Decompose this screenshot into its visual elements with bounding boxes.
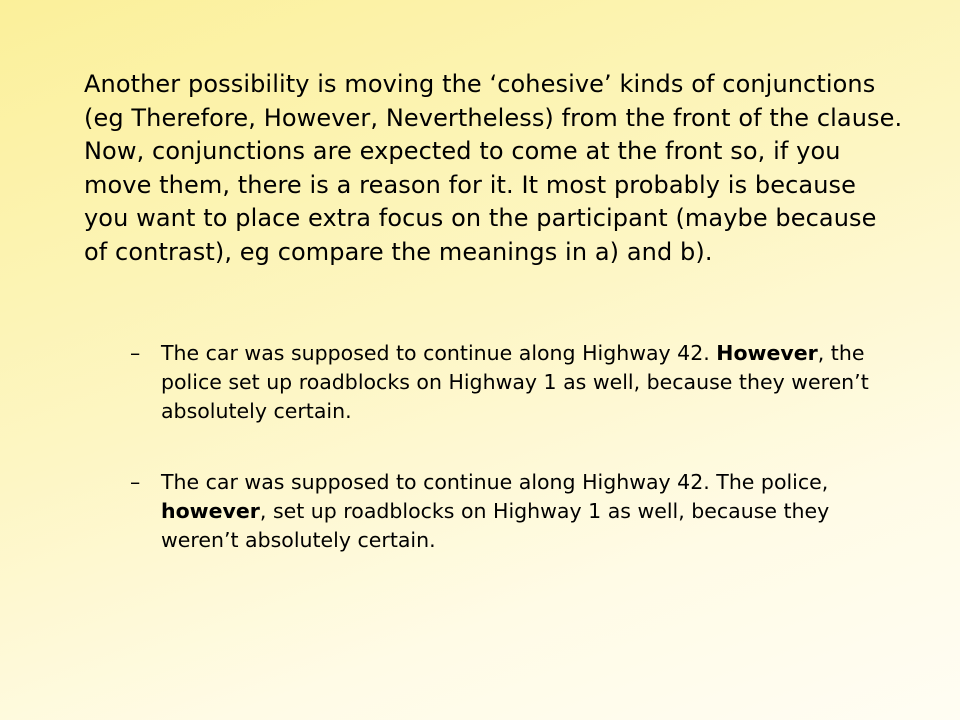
example-b — [130, 468, 890, 554]
example-b-after: , set up roadblocks on Highway 1 as well, because they weren’t absolutely certain. — [161, 498, 830, 552]
bullet-dash: – — [130, 341, 141, 365]
example-a-after: , the police set up roadblocks on Highway 1 as well, because they weren’t absolutely certain. — [161, 341, 869, 423]
example-b-before: The car was supposed to continue along Highway 42. The police, — [161, 470, 829, 494]
example-b-text — [161, 468, 890, 554]
main-paragraph: Another possibility is moving the ‘cohesive’ kinds of conjunctions (eg Therefore, However, Nevertheless) from the front of the clause. Now, conjunctions are expected to come at the front so, if you move them, there is a reason for it. It most probably is because you want to place extra focus on the participant (maybe because of contrast), eg compare the meanings in a) and b). — [84, 70, 903, 266]
example-a-text — [161, 339, 890, 425]
bullet-dash: – — [130, 470, 141, 494]
example-b-emphasis: however — [161, 498, 260, 523]
example-a — [130, 339, 890, 425]
example-a-before: The car was supposed to continue along Highway 42. — [161, 341, 717, 365]
example-a-emphasis: However — [716, 341, 818, 365]
